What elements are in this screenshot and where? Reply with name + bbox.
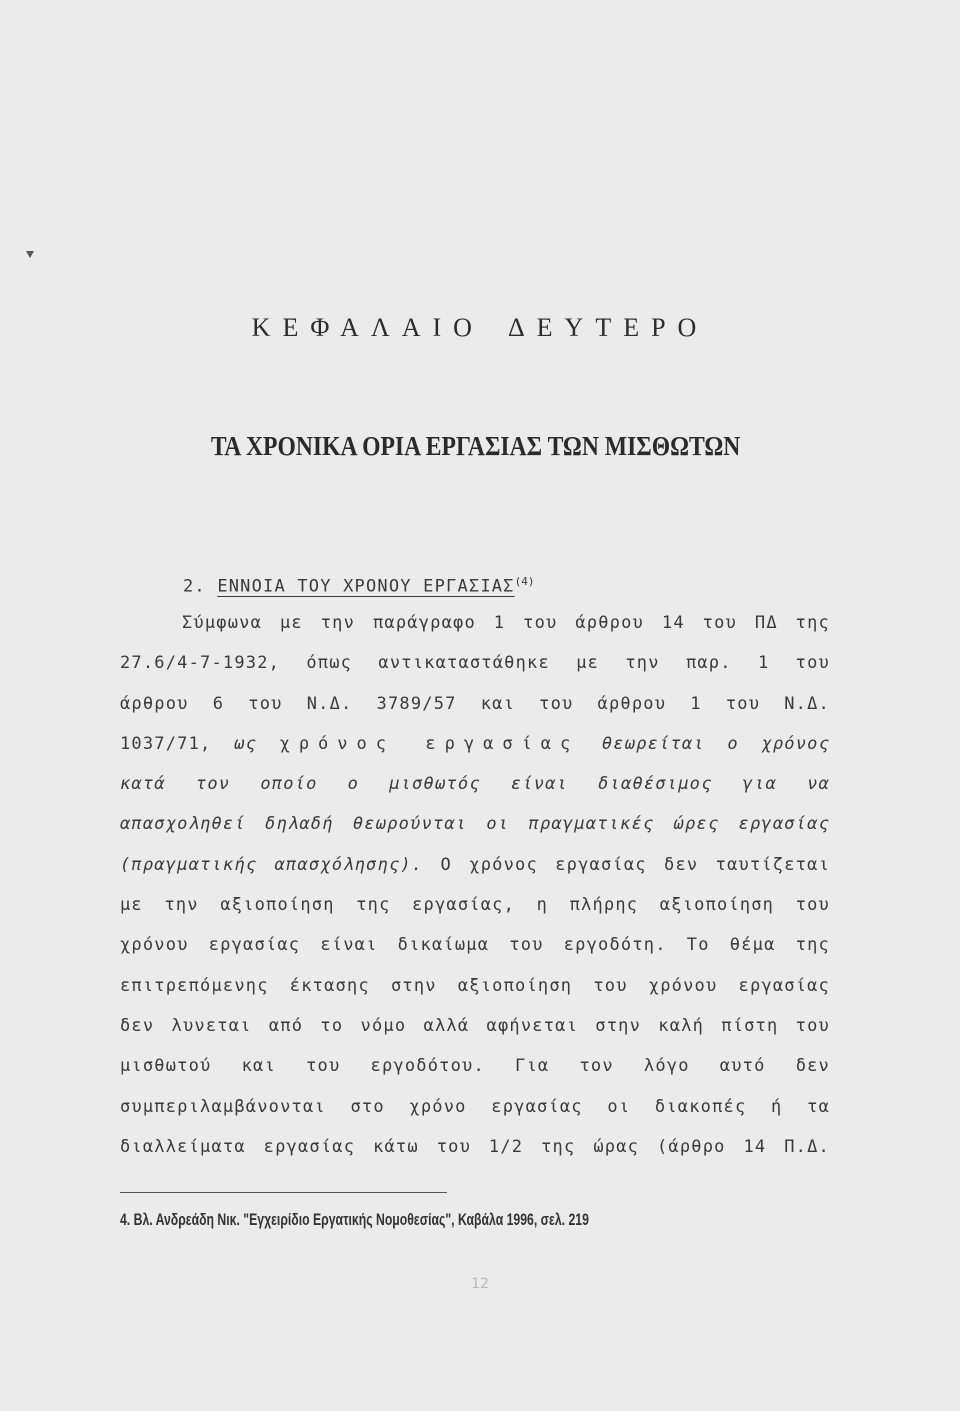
emphasized-term: χρόνος εργασίας bbox=[279, 733, 580, 754]
text-line: μισθωτού και του εργοδότου. Για τον λόγο αυτό δεν bbox=[120, 1056, 830, 1077]
text-line: διαλλείματα εργασίας κάτω του 1/2 της ώρας (άρθρο 14 Π.Δ. bbox=[120, 1136, 830, 1157]
text-segment: Ο χρόνος εργασίας δεν ταυτίζεται bbox=[440, 854, 830, 875]
scan-artifact-mark bbox=[26, 251, 34, 258]
text-line bbox=[120, 845, 830, 885]
footnote-text: 4. Βλ. Ανδρεάδη Νικ. "Εγχειρίδιο Εργατικής Νομοθεσίας", Καβάλα 1996, σελ. 219 bbox=[120, 1210, 589, 1229]
body-paragraph bbox=[120, 603, 830, 1167]
text-line: δεν λυνεται από το νόμο αλλά αφήνεται στην καλή πίστη του bbox=[120, 1015, 830, 1036]
footnote-reference: (4) bbox=[514, 575, 535, 588]
text-segment-italic: (πραγματικής απασχόλησης). bbox=[120, 854, 424, 875]
chapter-heading bbox=[0, 308, 960, 348]
section-heading bbox=[183, 570, 535, 599]
text-line-italic: κατά τον οποίο ο μισθωτός είναι διαθέσιμος για να bbox=[120, 774, 830, 795]
text-segment-italic: ως bbox=[234, 733, 257, 754]
section-title: ΕΝΝΟΙΑ ΤΟΥ ΧΡΟΝΟΥ ΕΡΓΑΣΙΑΣ bbox=[217, 576, 515, 597]
chapter-ordinal: ΔΕΥΤΕΡΟ bbox=[507, 313, 709, 342]
chapter-label: ΚΕΦΑΛΑΙΟ bbox=[251, 313, 484, 342]
text-line: χρόνου εργασίας είναι δικαίωμα του εργοδότη. Το θέμα της bbox=[120, 935, 830, 956]
text-segment-italic: θεωρείται ο χρόνος bbox=[601, 733, 831, 754]
text-line: 27.6/4-7-1932, όπως αντικαταστάθηκε με την παρ. 1 του bbox=[120, 653, 830, 674]
text-segment: 1037/71, bbox=[120, 733, 212, 754]
text-line bbox=[120, 724, 830, 764]
text-line: Σύμφωνα με την παράγραφο 1 του άρθρου 14 του ΠΔ της bbox=[182, 613, 830, 633]
page-number: 12 bbox=[471, 1276, 489, 1292]
text-line: άρθρου 6 του Ν.Δ. 3789/57 και του άρθρου 1 του Ν.Δ. bbox=[120, 693, 830, 714]
chapter-title bbox=[0, 428, 952, 464]
footnote-divider bbox=[120, 1192, 447, 1193]
text-line: με την αξιοποίηση της εργασίας, η πλήρης αξιοποίηση του bbox=[120, 895, 830, 916]
text-line: συμπεριλαμβάνονται στο χρόνο εργασίας οι διακοπές ή τα bbox=[120, 1096, 830, 1117]
text-line: επιτρεπόμενης έκτασης στην αξιοποίηση του χρόνου εργασίας bbox=[120, 975, 830, 996]
footnote bbox=[120, 1208, 771, 1232]
section-number: 2. bbox=[183, 576, 206, 597]
chapter-title-text: ΤΑ ΧΡΟΝΙΚΑ ΟΡΙΑ ΕΡΓΑΣΙΑΣ ΤΩΝ ΜΙΣΘΩΤΩΝ bbox=[211, 431, 741, 461]
text-line-italic: απασχοληθεί δηλαδή θεωρούνται οι πραγματικές ώρες εργασίας bbox=[120, 814, 830, 835]
